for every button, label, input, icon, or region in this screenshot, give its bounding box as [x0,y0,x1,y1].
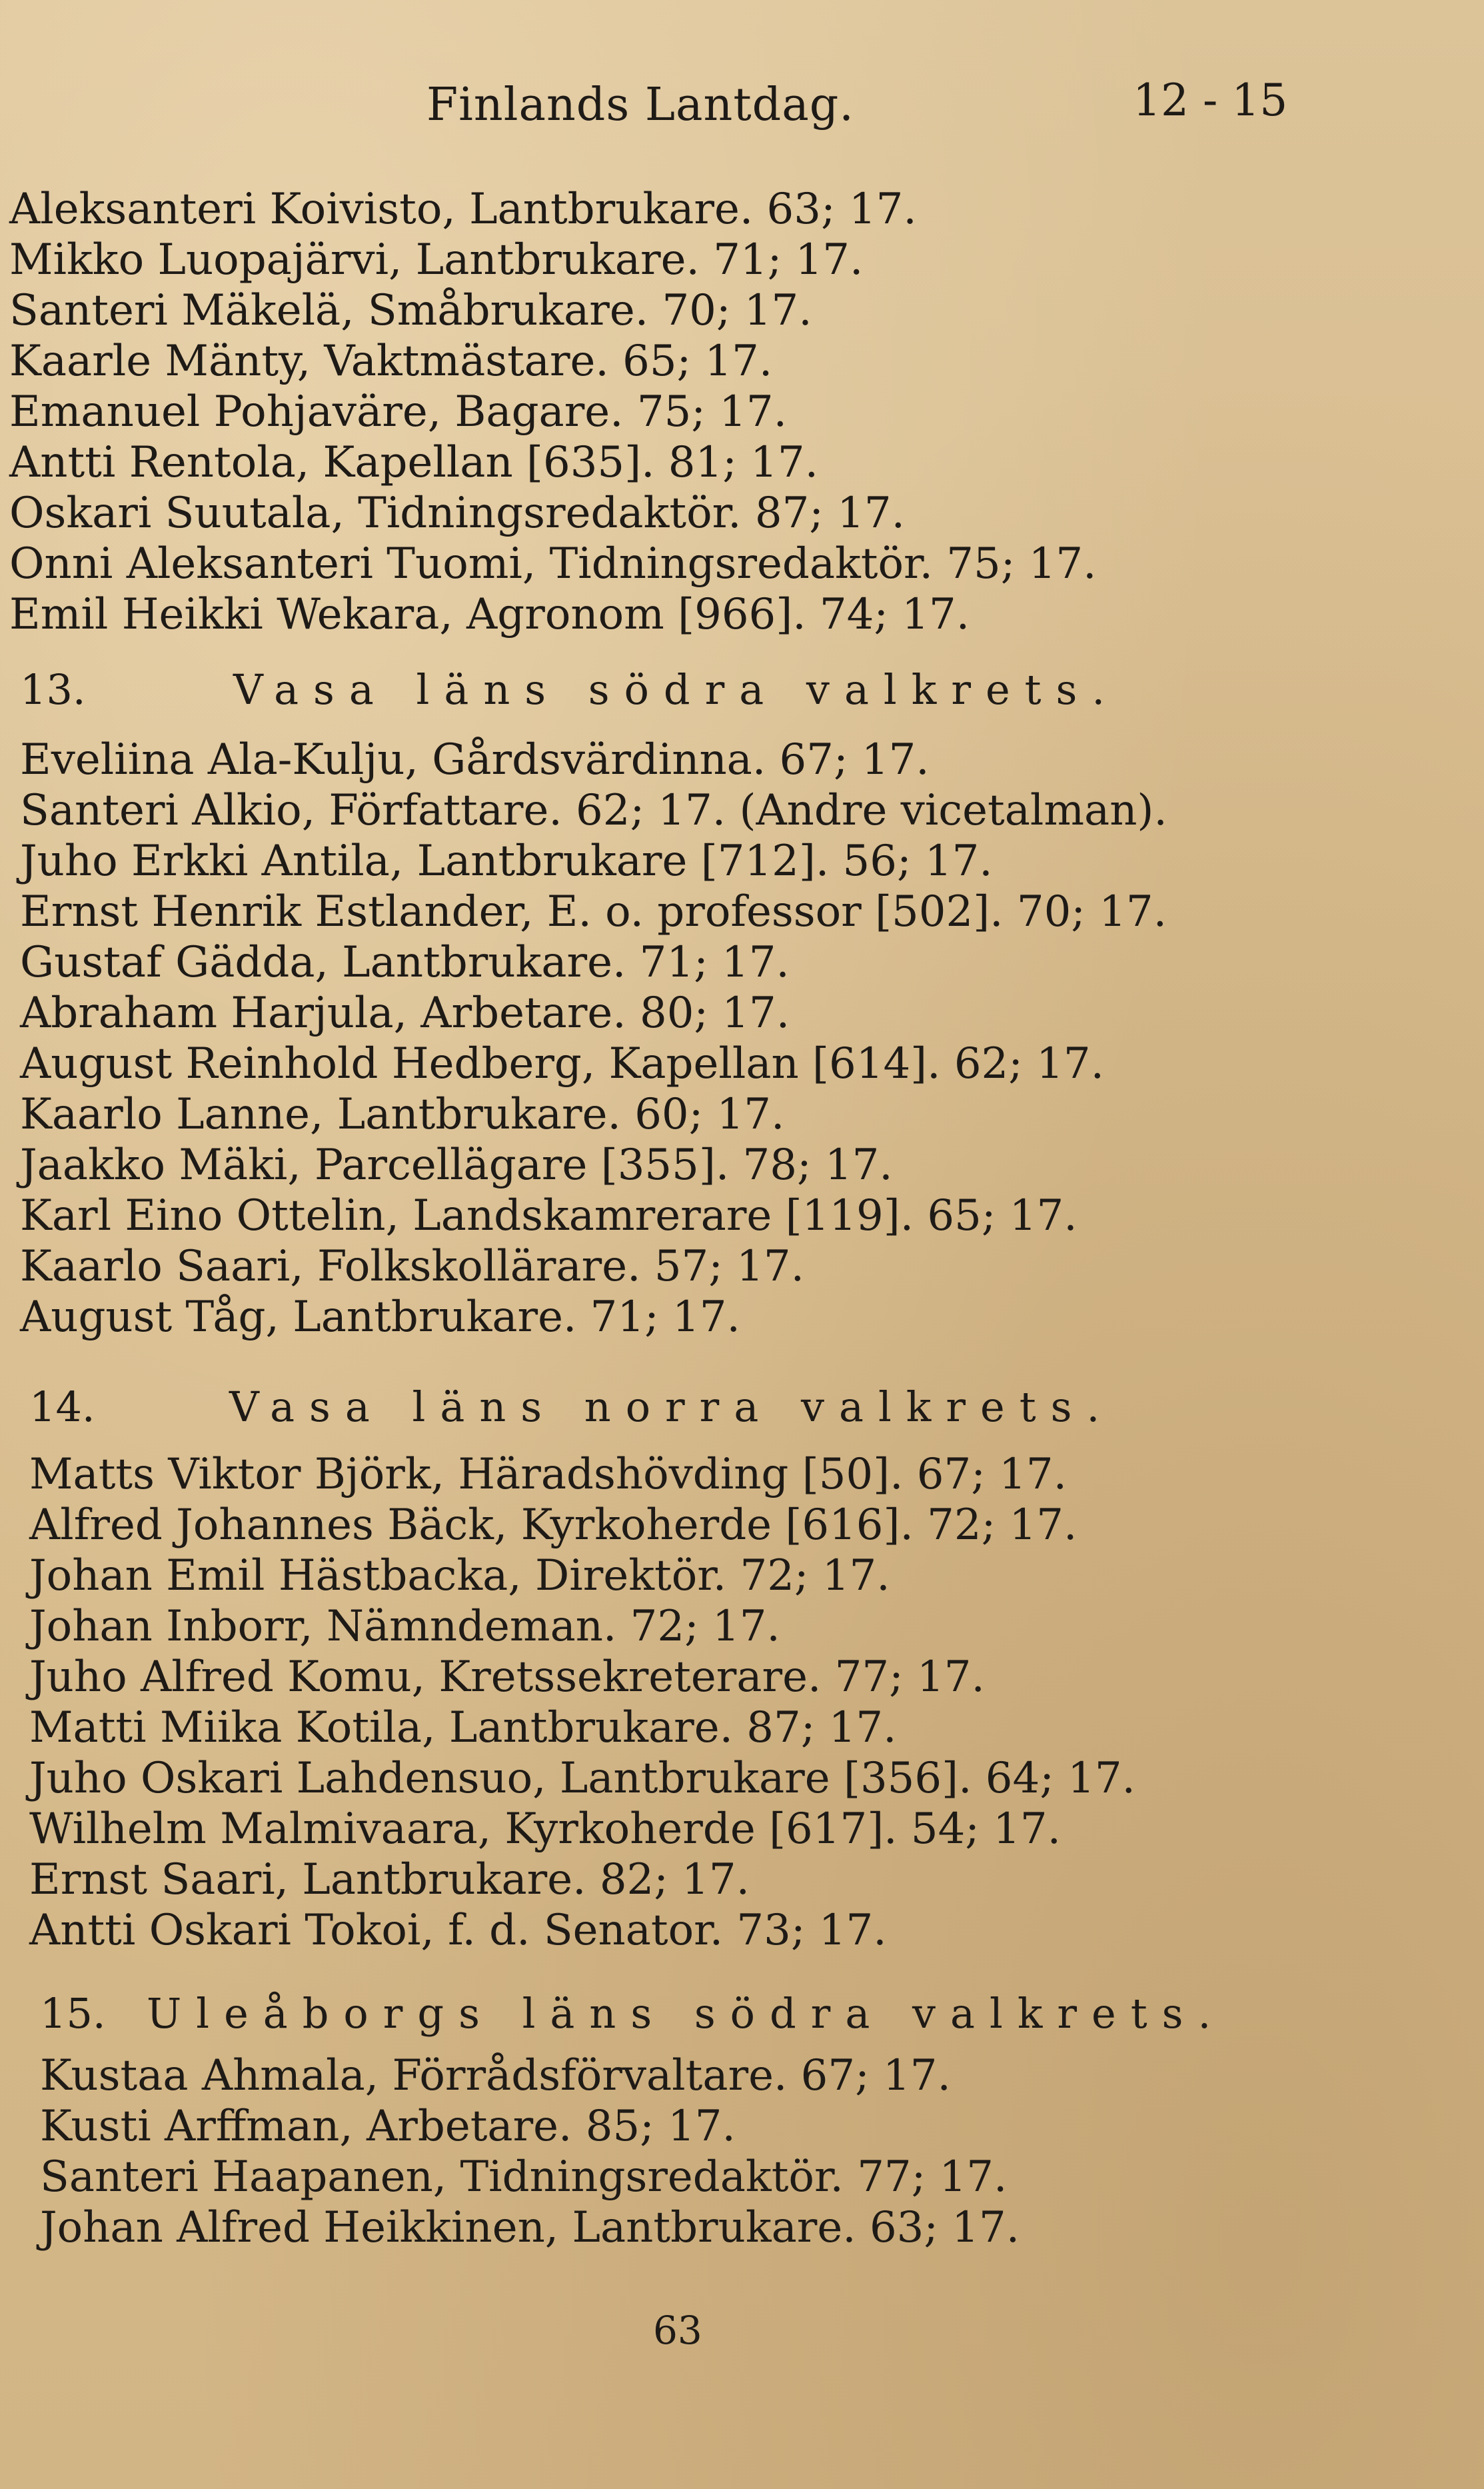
member-entry: Johan Inborr, Nämndeman. 72; 17. [29,1602,780,1651]
member-entry: Santeri Haapanen, Tidningsredaktör. 77; 17. [40,2152,1008,2202]
member-entry: August Tåg, Lantbrukare. 71; 17. [20,1292,740,1342]
member-entry: Kusti Arffman, Arbetare. 85; 17. [40,2102,736,2151]
district-heading-13 [20,665,1120,714]
running-header-page-range: 12 - 15 [1133,75,1288,126]
member-entry: Johan Alfred Heikkinen, Lantbrukare. 63; 17. [40,2203,1020,2252]
district-number: 13. [20,665,86,714]
member-entry: Karl Eino Ottelin, Landskamrerare [119]. 65; 17. [20,1191,1078,1241]
member-entry: Matts Viktor Björk, Häradshövding [50]. 67; 17. [29,1450,1067,1499]
member-entry: Gustaf Gädda, Lantbrukare. 71; 17. [20,938,790,987]
member-entry: Oskari Suutala, Tidningsredaktör. 87; 17. [9,489,905,538]
member-entry: Kaarlo Lanne, Lantbrukare. 60; 17. [20,1090,785,1139]
member-entry: Kustaa Ahmala, Förrådsförvaltare. 67; 17. [40,2051,951,2100]
member-entry: Wilhelm Malmivaara, Kyrkoherde [617]. 54; 17. [29,1804,1061,1854]
district-number: 15. [40,1989,106,2038]
district-heading-15 [40,1989,1226,2038]
member-entry: Santeri Alkio, Författare. 62; 17. (Andre vicetalman). [20,786,1167,835]
member-entry: Abraham Harjula, Arbetare. 80; 17. [20,989,790,1038]
member-entry: Kaarlo Saari, Folkskollärare. 57; 17. [20,1242,804,1291]
district-name: Uleåborgs läns södra valkrets. [147,1989,1226,2038]
district-number: 14. [29,1382,95,1431]
member-entry: Matti Miika Kotila, Lantbrukare. 87; 17. [29,1703,897,1752]
member-entry: August Reinhold Hedberg, Kapellan [614]. 62; 17. [20,1039,1104,1089]
member-entry: Jaakko Mäki, Parcellägare [355]. 78; 17. [20,1141,893,1190]
member-entry: Johan Emil Hästbacka, Direktör. 72; 17. [29,1551,890,1600]
page-number: 63 [653,2308,702,2353]
district-name: Vasa läns södra valkrets. [233,665,1120,714]
district-heading-14 [29,1382,1115,1431]
member-entry: Ernst Saari, Lantbrukare. 82; 17. [29,1855,750,1904]
member-entry: Santeri Mäkelä, Småbrukare. 70; 17. [9,286,812,335]
member-entry: Emanuel Pohjaväre, Bagare. 75; 17. [9,387,787,437]
member-entry: Antti Oskari Tokoi, f. d. Senator. 73; 17. [29,1906,887,1955]
member-entry: Juho Oskari Lahdensuo, Lantbrukare [356]. 64; 17. [29,1754,1135,1803]
member-entry: Eveliina Ala-Kulju, Gårdsvärdinna. 67; 17. [20,735,930,785]
member-entry: Juho Erkki Antila, Lantbrukare [712]. 56; 17. [20,837,993,886]
member-entry: Alfred Johannes Bäck, Kyrkoherde [616]. 72; 17. [29,1500,1078,1550]
district-name: Vasa läns norra valkrets. [229,1382,1115,1431]
member-entry: Juho Alfred Komu, Kretssekreterare. 77; 17. [29,1652,985,1702]
member-entry: Aleksanteri Koivisto, Lantbrukare. 63; 17. [9,185,917,234]
running-header-title: Finlands Lantdag. [426,79,854,131]
member-entry: Antti Rentola, Kapellan [635]. 81; 17. [9,438,818,487]
member-entry: Kaarle Mänty, Vaktmästare. 65; 17. [9,337,773,386]
member-entry: Ernst Henrik Estlander, E. o. professor [502]. 70; 17. [20,887,1167,937]
member-entry: Emil Heikki Wekara, Agronom [966]. 74; 17. [9,590,970,639]
member-entry: Onni Aleksanteri Tuomi, Tidningsredaktör. 75; 17. [9,539,1097,589]
member-entry: Mikko Luopajärvi, Lantbrukare. 71; 17. [9,235,864,285]
